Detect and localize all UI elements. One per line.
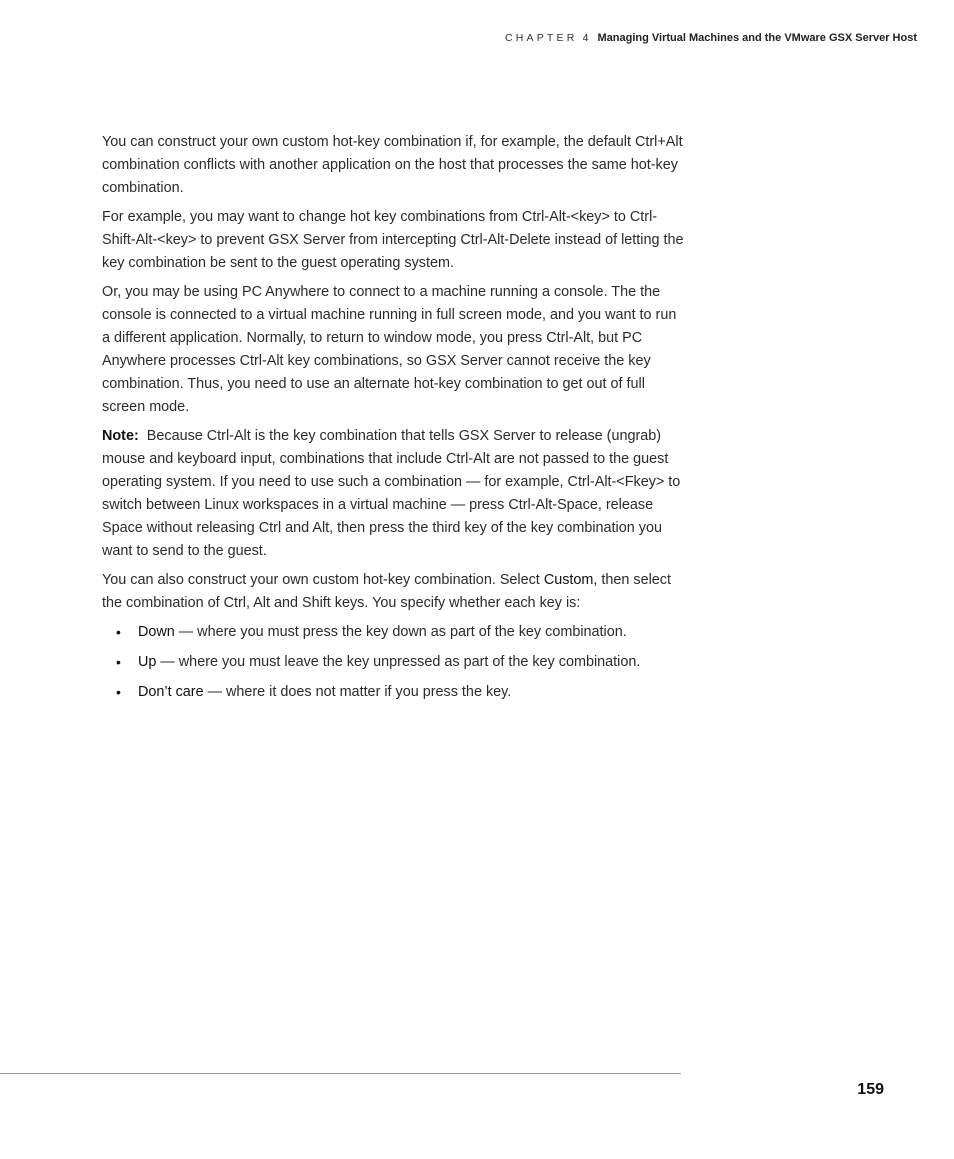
bullet-marker: • <box>116 624 121 640</box>
list-item-term: Don’t care <box>138 684 204 700</box>
list-item-term: Down <box>138 624 175 640</box>
list-item-text: — where you must press the key down as part of the key combination. <box>174 624 627 640</box>
custom-text-before: You can also construct your own custom hot-key combination. Select <box>102 572 544 588</box>
list-item <box>102 651 684 674</box>
custom-text-after: , then select the combination of Ctrl, Alt and Shift keys. You specify whether each key is: <box>102 572 672 611</box>
list-item <box>102 681 684 704</box>
list-item-text: — where you must leave the key unpressed as part of the key combination. <box>156 654 641 670</box>
custom-term: Custom <box>543 572 594 588</box>
note-text: Because Ctrl-Alt is the key combination that tells GSX Server to release (ungrab) mouse and keyboard input, combinations that include Ctrl-Alt are not passed to the guest operating system. If you need to use such a combination — for example, Ctrl-Alt-<Fkey> to switch between Linux workspaces in a virtual machine — press Ctrl-Alt-Space, release Space without releasing Ctrl and Alt, then press the third key of the key combination you want to send to the guest. <box>102 428 681 559</box>
note-paragraph <box>102 425 684 563</box>
bullet-marker: • <box>116 654 121 670</box>
page-body <box>102 131 684 711</box>
list-item-text: — where it does not matter if you press the key. <box>203 684 512 700</box>
footer-rule <box>0 1073 681 1074</box>
running-header <box>505 30 917 46</box>
list-item-term: Up <box>138 654 157 670</box>
chapter-title: Managing Virtual Machines and the VMware GSX Server Host <box>597 32 917 44</box>
list-item <box>102 621 684 644</box>
paragraph-example: For example, you may want to change hot key combinations from Ctrl-Alt-<key> to Ctrl-Shift-Alt-<key> to prevent GSX Server from intercepting Ctrl-Alt-Delete instead of letting the key combination be sent to the guest operating system. <box>102 209 684 271</box>
key-state-list <box>102 621 684 704</box>
chapter-label: CHAPTER <box>504 32 578 44</box>
paragraph-custom <box>102 569 684 615</box>
bullet-marker: • <box>116 684 121 700</box>
paragraph-pc-anywhere: Or, you may be using PC Anywhere to connect to a machine running a console. The the console is connected to a virtual machine running in full screen mode, and you want to run a different application. Normally, to return to window mode, you press Ctrl-Alt, but PC Anywhere processes Ctrl-Alt key combinations, so GSX Server cannot receive the key combination. Thus, you need to use an alternate hot-key combination to get out of full screen mode. <box>102 284 677 415</box>
page-number: 159 <box>857 1081 884 1098</box>
paragraph-intro: You can construct your own custom hot-key combination if, for example, the default Ctrl+Alt combination conflicts with another application on the host that processes the same hot-key combination. <box>102 134 683 196</box>
chapter-number: 4 <box>582 32 589 44</box>
note-label: Note: <box>102 428 139 444</box>
